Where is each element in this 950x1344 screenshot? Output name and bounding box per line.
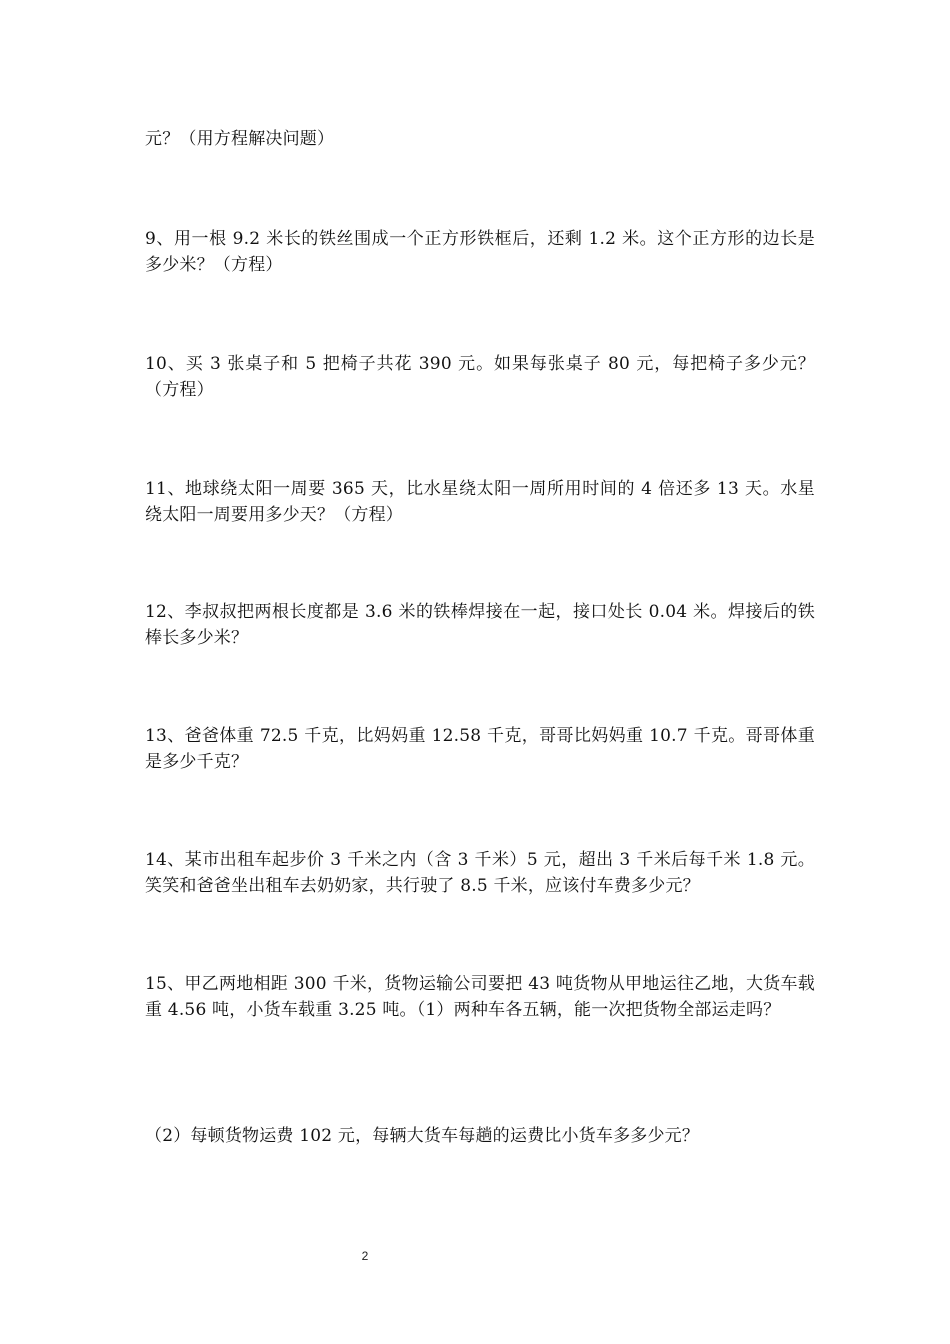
- page-number: 2: [361, 1249, 369, 1263]
- question-8-continuation: 元？（用方程解决问题）: [145, 129, 335, 149]
- question-15-part-2: （2）每顿货物运费 102 元，每辆大货车每趟的运费比小货车多多少元？: [145, 1126, 700, 1146]
- question-14: 14、某市出租车起步价 3 千米之内（含 3 千米）5 元，超出 3 千米后每千米 1.8 元。笑笑和爸爸坐出租车去奶奶家，共行驶了 8.5 千米，应该付车费多少元？: [145, 850, 815, 896]
- question-11: 11、地球绕太阳一周要 365 天，比水星绕太阳一周所用时间的 4 倍还多 13 天。水星绕太阳一周要用多少天？（方程）: [145, 479, 815, 525]
- question-10: 10、买 3 张桌子和 5 把椅子共花 390 元。如果每张桌子 80 元，每把椅子多少元？（方程）: [145, 354, 815, 400]
- question-13: 13、爸爸体重 72.5 千克，比妈妈重 12.58 千克，哥哥比妈妈重 10.7 千克。哥哥体重是多少千克？: [145, 726, 815, 772]
- question-9: 9、用一根 9.2 米长的铁丝围成一个正方形铁框后，还剩 1.2 米。这个正方形的边长是多少米？（方程）: [145, 229, 815, 275]
- question-15: 15、甲乙两地相距 300 千米，货物运输公司要把 43 吨货物从甲地运往乙地，大货车载重 4.56 吨，小货车载重 3.25 吨。（1）两种车各五辆，能一次把货物全部运走吗？: [145, 974, 815, 1020]
- question-12: 12、李叔叔把两根长度都是 3.6 米的铁棒焊接在一起，接口处长 0.04 米。焊接后的铁棒长多少米？: [145, 602, 815, 648]
